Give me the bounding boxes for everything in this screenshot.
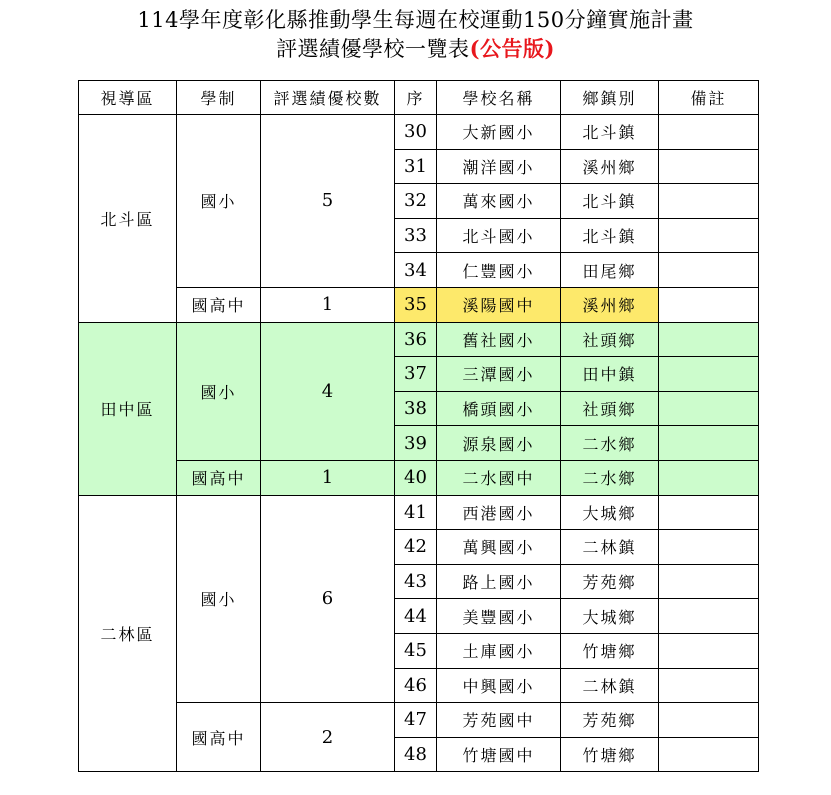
count-cell: 1 (261, 460, 395, 495)
township-cell: 溪州鄉 (561, 149, 659, 184)
table-row (79, 460, 759, 495)
school-name-cell: 西港國小 (437, 495, 561, 530)
township-cell: 溪州鄉 (561, 287, 659, 322)
school-name-cell: 舊社國小 (437, 322, 561, 357)
number-cell: 43 (395, 564, 437, 599)
notes-cell (659, 115, 759, 150)
township-cell: 芳苑鄉 (561, 564, 659, 599)
announcement-badge: (公告版) (469, 36, 555, 61)
level-cell: 國高中 (177, 460, 261, 495)
township-cell: 二林鎮 (561, 668, 659, 703)
school-name-cell: 中興國小 (437, 668, 561, 703)
number-cell: 45 (395, 633, 437, 668)
school-name-cell: 仁豐國小 (437, 253, 561, 288)
school-name-cell: 美豐國小 (437, 599, 561, 634)
number-cell: 32 (395, 184, 437, 219)
school-name-cell: 萬興國小 (437, 530, 561, 565)
township-cell: 田尾鄉 (561, 253, 659, 288)
school-name-cell: 竹塘國中 (437, 737, 561, 772)
header-township: 鄉鎮別 (561, 81, 659, 115)
level-cell: 國小 (177, 322, 261, 460)
township-cell: 二水鄉 (561, 426, 659, 461)
notes-cell (659, 530, 759, 565)
region-cell: 北斗區 (79, 115, 177, 323)
table-row (79, 287, 759, 322)
township-cell: 田中鎮 (561, 357, 659, 392)
notes-cell (659, 184, 759, 219)
notes-cell (659, 633, 759, 668)
school-name-cell: 橋頭國小 (437, 391, 561, 426)
number-cell: 36 (395, 322, 437, 357)
number-cell: 44 (395, 599, 437, 634)
notes-cell (659, 599, 759, 634)
number-cell: 37 (395, 357, 437, 392)
township-cell: 芳苑鄉 (561, 703, 659, 738)
document-subtitle (0, 35, 831, 63)
notes-cell (659, 287, 759, 322)
subtitle-text: 評選績優學校一覽表 (276, 37, 470, 61)
notes-cell (659, 564, 759, 599)
number-cell: 33 (395, 218, 437, 253)
level-cell: 國高中 (177, 703, 261, 772)
township-cell: 社頭鄉 (561, 322, 659, 357)
header-school-name: 學校名稱 (437, 81, 561, 115)
header-number: 序 (395, 81, 437, 115)
notes-cell (659, 322, 759, 357)
notes-cell (659, 149, 759, 184)
school-name-cell: 三潭國小 (437, 357, 561, 392)
number-cell: 47 (395, 703, 437, 738)
table-row (79, 495, 759, 530)
school-name-cell: 萬來國小 (437, 184, 561, 219)
township-cell: 大城鄉 (561, 599, 659, 634)
number-cell: 42 (395, 530, 437, 565)
notes-cell (659, 703, 759, 738)
number-cell: 40 (395, 460, 437, 495)
number-cell: 46 (395, 668, 437, 703)
number-cell: 41 (395, 495, 437, 530)
count-cell: 4 (261, 322, 395, 460)
count-cell: 6 (261, 495, 395, 703)
notes-cell (659, 495, 759, 530)
header-row (79, 81, 759, 115)
header-region: 視導區 (79, 81, 177, 115)
township-cell: 社頭鄉 (561, 391, 659, 426)
number-cell: 38 (395, 391, 437, 426)
header-count: 評選績優校數 (261, 81, 395, 115)
school-name-cell: 土庫國小 (437, 633, 561, 668)
table-body (79, 115, 759, 772)
school-name-cell: 路上國小 (437, 564, 561, 599)
school-name-cell: 芳苑國中 (437, 703, 561, 738)
school-name-cell: 源泉國小 (437, 426, 561, 461)
school-name-cell: 大新國小 (437, 115, 561, 150)
count-cell: 5 (261, 115, 395, 288)
document-title: 114學年度彰化縣推動學生每週在校運動150分鐘實施計畫 (137, 8, 694, 32)
township-cell: 二林鎮 (561, 530, 659, 565)
notes-cell (659, 737, 759, 772)
township-cell: 二水鄉 (561, 460, 659, 495)
township-cell: 竹塘鄉 (561, 633, 659, 668)
school-name-cell: 潮洋國小 (437, 149, 561, 184)
township-cell: 北斗鎮 (561, 218, 659, 253)
notes-cell (659, 668, 759, 703)
school-name-cell: 二水國中 (437, 460, 561, 495)
notes-cell (659, 426, 759, 461)
notes-cell (659, 460, 759, 495)
level-cell: 國小 (177, 495, 261, 703)
number-cell: 39 (395, 426, 437, 461)
number-cell: 35 (395, 287, 437, 322)
table-row (79, 322, 759, 357)
township-cell: 大城鄉 (561, 495, 659, 530)
number-cell: 34 (395, 253, 437, 288)
level-cell: 國小 (177, 115, 261, 288)
notes-cell (659, 357, 759, 392)
notes-cell (659, 218, 759, 253)
township-cell: 北斗鎮 (561, 115, 659, 150)
table-row (79, 703, 759, 738)
count-cell: 1 (261, 287, 395, 322)
header-level: 學制 (177, 81, 261, 115)
number-cell: 30 (395, 115, 437, 150)
township-cell: 北斗鎮 (561, 184, 659, 219)
table-row (79, 115, 759, 150)
header-notes: 備註 (659, 81, 759, 115)
school-name-cell: 北斗國小 (437, 218, 561, 253)
level-cell: 國高中 (177, 287, 261, 322)
count-cell: 2 (261, 703, 395, 772)
notes-cell (659, 391, 759, 426)
notes-cell (659, 253, 759, 288)
school-name-cell: 溪陽國中 (437, 287, 561, 322)
region-cell: 田中區 (79, 322, 177, 495)
school-list-table (78, 80, 759, 772)
township-cell: 竹塘鄉 (561, 737, 659, 772)
region-cell: 二林區 (79, 495, 177, 772)
number-cell: 48 (395, 737, 437, 772)
number-cell: 31 (395, 149, 437, 184)
